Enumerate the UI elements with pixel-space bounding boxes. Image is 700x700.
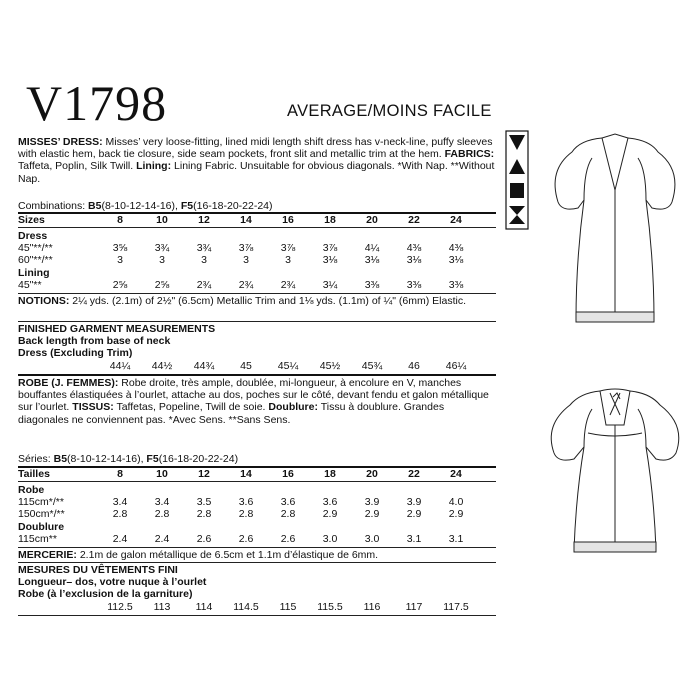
yardage-cell: 3⅝ — [112, 242, 128, 254]
dress-section-label — [18, 230, 496, 242]
yardage-cell: 3¾ — [154, 242, 170, 254]
left-puff-sleeve — [555, 138, 602, 209]
finished-row — [18, 360, 496, 372]
finished-cell: 117 — [405, 601, 423, 613]
finished-cell: 46¼ — [445, 360, 467, 372]
lining-text: Lining Fabric. Unsuitable for obvious diagonals. *With Nap. **Without Nap. — [18, 160, 495, 185]
divider — [18, 615, 496, 616]
fabric-width: 115cm** — [18, 533, 57, 545]
series-label: Séries: — [18, 453, 51, 465]
fabric-width: 45"** — [18, 279, 42, 291]
fabrics-label: FABRICS: — [444, 148, 495, 161]
right-puff-sleeve — [628, 138, 675, 209]
combinations-label: Combinations: — [18, 200, 86, 212]
lining-label: Lining: — [136, 160, 172, 173]
size-cell: 22 — [408, 468, 420, 480]
divider — [18, 227, 496, 228]
dress-back-view-illustration — [540, 385, 690, 565]
fabric-width: 45"**/** — [18, 242, 53, 254]
yardage-row — [18, 242, 496, 254]
finished-cell: 45¾ — [361, 360, 383, 372]
yardage-cell: 2.4 — [154, 533, 170, 545]
desc-text: Robe droite, très ample, doublée, mi-longueur, à encolure en V, manches bouffantes élastiquées à l’ourlet, attache au dos, poches sur le côté, devant fendu et galon métallique sur l’ourlet. — [18, 377, 489, 414]
finished-cell: 45 — [240, 360, 252, 372]
size-cell: 14 — [240, 214, 252, 226]
lining-label: Doublure: — [268, 401, 318, 414]
dress-excl — [18, 347, 496, 359]
french-description — [18, 377, 496, 426]
combinations-line — [18, 200, 496, 212]
mesures-title — [18, 564, 496, 576]
finished-cell: 115 — [279, 601, 297, 613]
size-cell: 10 — [156, 214, 168, 226]
yardage-row — [18, 508, 496, 520]
yardage-cell: 4.0 — [448, 496, 464, 508]
finished-cell: 44¾ — [193, 360, 215, 372]
yardage-cell: 3.6 — [322, 496, 338, 508]
notions-text: 2¼ yds. (2.1m) of 2½" (6.5cm) Metallic Trim and 1⅛ yds. (1.1m) of ¼" (6mm) Elastic. — [72, 295, 467, 307]
english-description — [18, 136, 496, 185]
sizes-row — [18, 214, 496, 226]
combo-f5-sizes: (16-18-20-22-24) — [158, 453, 239, 465]
tailles-row — [18, 468, 496, 480]
divider — [18, 562, 496, 563]
divider — [18, 547, 496, 548]
yardage-cell: 2.9 — [364, 508, 380, 520]
combo-f5: F5 — [180, 200, 194, 212]
divider — [18, 321, 496, 322]
yardage-cell: 3⅛ — [364, 254, 380, 266]
finished-cell: 117.5 — [443, 601, 469, 613]
yardage-cell: 2.8 — [154, 508, 170, 520]
finished-cell: 116 — [363, 601, 381, 613]
combo-b5: B5 — [53, 453, 68, 465]
robe-excl-text: Robe (à l’exclusion de la garniture) — [18, 588, 193, 600]
yardage-row — [18, 279, 496, 291]
fabric-width: 115cm*/** — [18, 496, 64, 508]
robe-section-label — [18, 484, 496, 496]
longueur-dos-text: Longueur– dos, votre nuque à l’ourlet — [18, 576, 207, 588]
combo-b5-sizes: (8-10-12-14-16), — [101, 200, 178, 212]
size-cell: 16 — [282, 468, 294, 480]
yardage-cell: 2¾ — [196, 279, 212, 291]
finished-row — [18, 601, 496, 613]
yardage-cell: 2.6 — [238, 533, 254, 545]
yardage-cell: 3¾ — [196, 242, 212, 254]
yardage-cell: 2.9 — [322, 508, 338, 520]
yardage-cell: 3.0 — [322, 533, 338, 545]
yardage-cell: 3 — [117, 254, 123, 266]
square-icon — [510, 183, 524, 198]
dress-excl-text: Dress (Excluding Trim) — [18, 347, 133, 359]
fabrics-label: TISSUS: — [72, 401, 114, 414]
size-cell: 24 — [450, 468, 462, 480]
yardage-row — [18, 254, 496, 266]
finished-cell: 115.5 — [317, 601, 343, 613]
mercerie-text: 2.1m de galon métallique de 6.5cm et 1.1m d’élastique de 6mm. — [79, 549, 379, 561]
finished-cell: 114.5 — [233, 601, 259, 613]
robe-label: Robe — [18, 484, 45, 496]
notions-label: NOTIONS: — [18, 295, 70, 307]
yardage-cell: 3 — [243, 254, 249, 266]
doublure-section-label — [18, 521, 496, 533]
metallic-trim — [576, 312, 654, 322]
size-cell: 18 — [324, 468, 336, 480]
dress-label: Dress — [18, 230, 48, 242]
fabric-width: 150cm*/** — [18, 508, 65, 520]
finished-cell: 44¼ — [109, 360, 131, 372]
divider — [18, 293, 496, 294]
yardage-cell: 3.4 — [154, 496, 170, 508]
yardage-cell: 4⅜ — [406, 242, 422, 254]
doublure-label: Doublure — [18, 521, 65, 533]
yardage-cell: 2.8 — [196, 508, 212, 520]
yardage-cell: 2¾ — [280, 279, 296, 291]
yardage-cell: 3⅜ — [448, 279, 464, 291]
size-cell: 20 — [366, 468, 378, 480]
back-length — [18, 335, 496, 347]
left-puff-sleeve — [551, 391, 600, 460]
size-cell: 22 — [408, 214, 420, 226]
mesures-title-text: MESURES DU VÊTEMENTS FINI — [18, 564, 178, 576]
lining-text: Tissu à doublure. Grandes diagonales ne conviennent pas. *Avec Sens. **Sans Sens. — [18, 401, 445, 426]
combo-f5-sizes: (16-18-20-22-24) — [193, 200, 273, 212]
combo-b5: B5 — [88, 200, 102, 212]
yardage-cell: 3.1 — [448, 533, 464, 545]
yardage-cell: 3.0 — [364, 533, 380, 545]
finished-cell: 45½ — [319, 360, 341, 372]
size-cell: 8 — [117, 468, 123, 480]
right-puff-sleeve — [630, 391, 679, 460]
robe-excl — [18, 588, 496, 600]
yardage-cell: 3.9 — [406, 496, 422, 508]
finished-cell: 112.5 — [107, 601, 133, 613]
finished-title — [18, 323, 496, 335]
yardage-cell: 3⅞ — [322, 242, 338, 254]
yardage-cell: 3⅛ — [406, 254, 422, 266]
fabrics-text: Taffeta, Poplin, Silk Twill. — [18, 160, 134, 173]
finished-cell: 45¼ — [277, 360, 299, 372]
desc-text: Misses’ very loose-fitting, lined midi length shift dress has v-neck-line, puffy sleeves with elastic hem, back tie closure, side seam pockets, front slit and metallic trim at the hem. — [18, 136, 493, 161]
desc-title: ROBE (J. FEMMES): — [18, 377, 119, 389]
series-line — [18, 453, 496, 465]
yardage-cell: 4¼ — [364, 242, 380, 254]
finished-cell: 46 — [408, 360, 420, 372]
combo-f5: F5 — [146, 453, 159, 465]
yardage-cell: 3⅞ — [238, 242, 254, 254]
divider — [18, 374, 496, 376]
size-cell: 12 — [198, 214, 210, 226]
yardage-cell: 2.8 — [112, 508, 128, 520]
lining-section: Lining — [18, 267, 50, 279]
yardage-cell: 2.4 — [112, 533, 128, 545]
combo-b5-sizes: (8-10-12-14-16), — [67, 453, 144, 465]
finished-title-text: FINISHED GARMENT MEASUREMENTS — [18, 323, 216, 335]
tailles-label: Tailles — [18, 468, 50, 480]
yardage-cell: 3⅜ — [406, 279, 422, 291]
size-cell: 10 — [156, 468, 168, 480]
yardage-cell: 3⅞ — [280, 242, 296, 254]
yardage-cell: 3.6 — [238, 496, 254, 508]
fabrics-text: Taffetas, Popeline, Twill de soie. — [116, 401, 266, 414]
yardage-cell: 3.4 — [112, 496, 128, 508]
fabric-width: 60"**/** — [18, 254, 53, 266]
finished-cell: 44½ — [151, 360, 173, 372]
inverted-triangle-icon — [509, 135, 525, 150]
size-cell: 16 — [282, 214, 294, 226]
hourglass-icon — [509, 206, 525, 224]
yardage-cell: 2⅝ — [112, 279, 128, 291]
yardage-cell: 2.9 — [406, 508, 422, 520]
longueur-dos — [18, 576, 496, 588]
yardage-cell: 2.8 — [280, 508, 296, 520]
sizes-label: Sizes — [18, 214, 45, 226]
yardage-cell: 2.6 — [196, 533, 212, 545]
yardage-cell: 4⅜ — [448, 242, 464, 254]
yardage-cell: 2⅝ — [154, 279, 170, 291]
yardage-cell: 3.6 — [280, 496, 296, 508]
yardage-cell: 3.1 — [406, 533, 422, 545]
mercerie-label: MERCERIE: — [18, 549, 77, 561]
divider — [18, 481, 496, 482]
yardage-cell: 3.5 — [196, 496, 212, 508]
figure-symbols — [505, 130, 529, 230]
yardage-cell: 3⅜ — [364, 279, 380, 291]
v-neckline — [602, 134, 628, 190]
desc-title: MISSES’ DRESS: — [18, 136, 103, 148]
size-cell: 14 — [240, 468, 252, 480]
yardage-cell: 2¾ — [238, 279, 254, 291]
difficulty-label: AVERAGE/MOINS FACILE — [287, 102, 492, 120]
yardage-cell: 3⅛ — [448, 254, 464, 266]
triangle-icon — [509, 159, 525, 174]
yardage-row — [18, 496, 496, 508]
yardage-cell: 3.9 — [364, 496, 380, 508]
mercerie — [18, 549, 496, 561]
notions — [18, 295, 496, 307]
yardage-cell: 3 — [285, 254, 291, 266]
pattern-number: V1798 — [26, 75, 168, 131]
yardage-cell: 3¼ — [322, 279, 338, 291]
size-cell: 20 — [366, 214, 378, 226]
yardage-cell: 2.9 — [448, 508, 464, 520]
yardage-cell: 3 — [159, 254, 165, 266]
yardage-row — [18, 533, 496, 545]
yardage-cell: 3 — [201, 254, 207, 266]
size-cell: 12 — [198, 468, 210, 480]
yardage-cell: 3⅛ — [322, 254, 338, 266]
size-cell: 18 — [324, 214, 336, 226]
dress-front-view-illustration — [540, 130, 690, 340]
lining-section-label — [18, 267, 496, 279]
metallic-trim — [574, 542, 656, 552]
yardage-cell: 2.6 — [280, 533, 296, 545]
back-length-text: Back length from base of neck — [18, 335, 171, 347]
finished-cell: 113 — [153, 601, 171, 613]
finished-cell: 114 — [195, 601, 213, 613]
size-cell: 24 — [450, 214, 462, 226]
yardage-cell: 2.8 — [238, 508, 254, 520]
size-cell: 8 — [117, 214, 123, 226]
